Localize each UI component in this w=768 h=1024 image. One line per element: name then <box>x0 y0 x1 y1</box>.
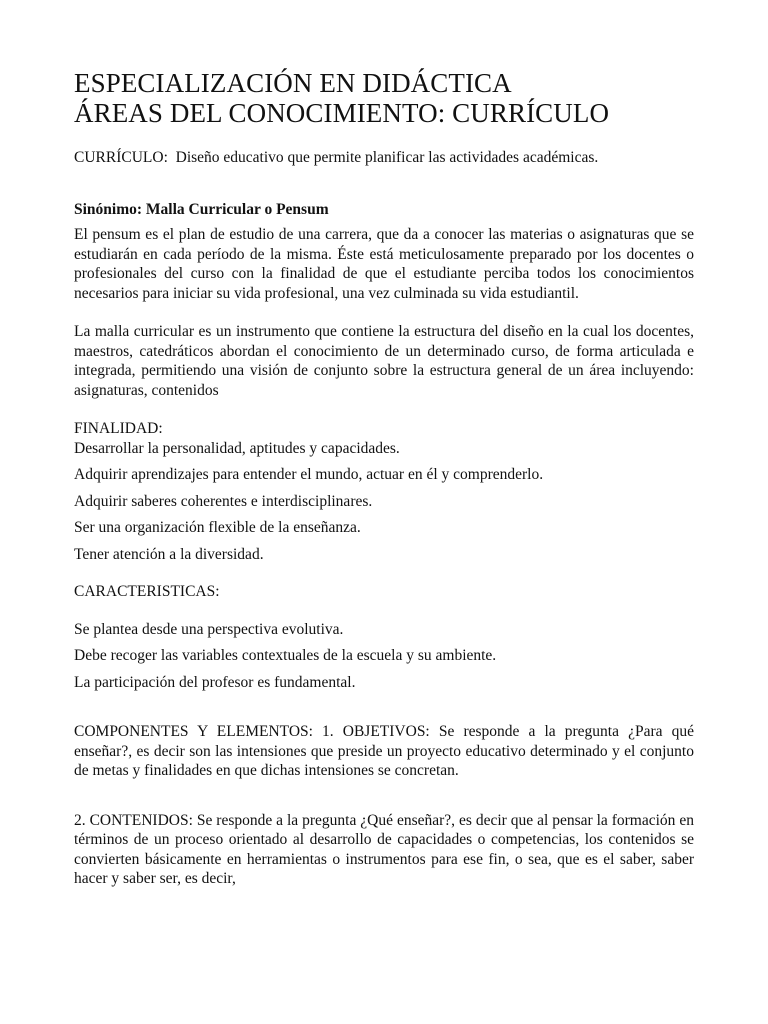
document-title <box>74 68 694 128</box>
curriculum-label: CURRÍCULO: <box>74 149 168 166</box>
finalidad-heading: FINALIDAD: <box>74 420 163 437</box>
title-line-2: ÁREAS DEL CONOCIMIENTO: CURRÍCULO <box>74 98 610 128</box>
caracteristicas-heading: CARACTERISTICAS: <box>74 583 220 600</box>
finalidad-item: Adquirir saberes coherentes e interdisciplinares. <box>74 492 373 510</box>
title-line-1: ESPECIALIZACIÓN EN DIDÁCTICA <box>74 68 512 98</box>
pensum-paragraph: El pensum es el plan de estudio de una carrera, que da a conocer las materias o asignaturas que se estudiarán en cada período de la misma. Éste está meticulosamente preparado por los docentes o profesionales del curso con la finalidad de que el estudiante perciba todos los conocimientos necesarios para iniciar su vida profesional, una vez culminada su vida estudiantil. <box>74 226 694 302</box>
contenidos-paragraph: 2. CONTENIDOS: Se responde a la pregunta ¿Qué enseñar?, es decir que al pensar la formación en términos de un proceso orientado al desarrollo de capacidades o competencias, los contenidos se convierten básicamente en herramientas o instrumentos para ese fin, o sea, que es el saber, saber hacer y saber ser, es decir, <box>74 811 694 887</box>
componentes-paragraph: COMPONENTES Y ELEMENTOS: 1. OBJETIVOS: Se responde a la pregunta ¿Para qué enseñar?, es decir son las intensiones que preside un proyecto educativo determinado y el conjunto de metas y finalidades en que dichas intensiones se concretan. <box>74 723 694 779</box>
malla-paragraph: La malla curricular es un instrumento que contiene la estructura del diseño en la cual los docentes, maestros, catedráticos abordan el conocimiento de un determinado curso, de forma articulada e integrada, permitiendo una visión de conjunto sobre la estructura general de un área incluyendo: asignaturas, contenidos <box>74 323 694 399</box>
finalidad-item: Tener atención a la diversidad. <box>74 545 264 563</box>
caracteristica-item: La participación del profesor es fundamental. <box>74 673 356 691</box>
caracteristica-item: Se plantea desde una perspectiva evolutiva. <box>74 620 344 638</box>
finalidad-item: Ser una organización flexible de la enseñanza. <box>74 519 361 536</box>
curriculum-definition-text: Diseño educativo que permite planificar las actividades académicas. <box>167 149 599 166</box>
finalidad-item: Adquirir aprendizajes para entender el mundo, actuar en él y comprenderlo. <box>74 466 544 483</box>
document-page <box>74 68 694 889</box>
finalidad-item: Desarrollar la personalidad, aptitudes y capacidades. <box>74 439 400 457</box>
curriculum-definition <box>74 148 694 168</box>
synonym-heading: Sinónimo: Malla Curricular o Pensum <box>74 200 329 218</box>
caracteristica-item: Debe recoger las variables contextuales de la escuela y su ambiente. <box>74 647 497 664</box>
